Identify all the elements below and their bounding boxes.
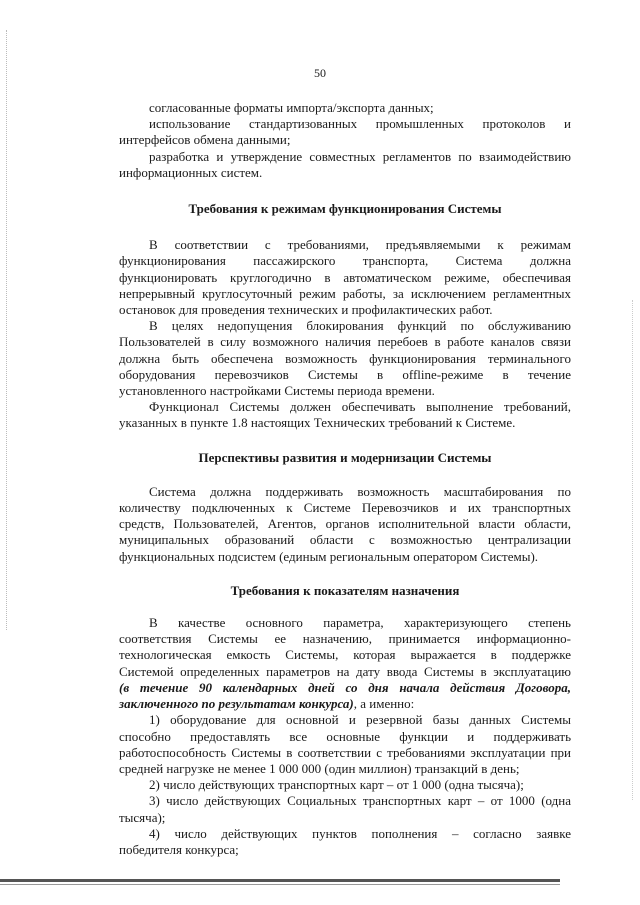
page-number: 50 xyxy=(314,66,326,80)
paragraph-line: оборудования перевозчиков Системы в offline-режиме в течение xyxy=(119,366,571,382)
scan-bottom-edge-thin xyxy=(0,884,560,885)
scan-edge-artifact xyxy=(6,30,8,630)
paragraph-line: средств, Пользователей, Агентов, органов исполнительной власти области, xyxy=(119,516,571,532)
paragraph-line: победителя конкурса; xyxy=(119,841,239,857)
paragraph-line: В соответствии с требованиями, предъявляемыми к режимам xyxy=(149,237,571,253)
paragraph-line: В целях недопущения блокирования функций по обслуживанию xyxy=(149,318,571,334)
paragraph-line: Система должна поддерживать возможность масштабирования по xyxy=(149,483,571,499)
list-item: 3) число действующих Социальных транспортных карт – от 1000 (одна xyxy=(149,793,571,809)
paragraph-line: согласованные форматы импорта/экспорта данных; xyxy=(149,100,434,115)
paragraph-tail: , а именно: xyxy=(353,696,415,712)
paragraph-line: использование стандартизованных промышленных протоколов и xyxy=(149,116,571,132)
section-heading: Требования к показателям назначения xyxy=(230,582,460,598)
paragraph-line: тысяча); xyxy=(119,809,166,825)
list-item: 2) число действующих транспортных карт – от 1 000 (одна тысяча); xyxy=(149,777,524,793)
paragraph-line: функционирования пассажирского транспорта, Система должна xyxy=(119,253,571,269)
paragraph-line: непрерывный круглосуточный режим работы, за исключением регламентных xyxy=(119,285,571,301)
paragraph-line: Системой определенных параметров на дату ввода Системы в эксплуатацию xyxy=(119,663,571,679)
paragraph-line: должна быть обеспечена возможность функционирования терминального xyxy=(119,350,571,366)
paragraph-line: муниципальных образований области с возможностью централизации xyxy=(119,532,571,548)
scan-edge-artifact-right xyxy=(632,300,634,800)
paragraph-line: средней нагрузке не менее 1 000 000 (один миллион) транзакций в день; xyxy=(119,760,520,776)
paragraph-line: работоспособность Системы в соответствии с требованиями эксплуатации при xyxy=(119,744,571,760)
emphasized-line: (в течение 90 календарных дней со дня начала действия Договора, xyxy=(119,679,571,695)
paragraph-line: функциональных подсистем (единым региональным оператором Системы). xyxy=(119,548,539,564)
paragraph-line: разработка и утверждение совместных регламентов по взаимодействию xyxy=(149,148,571,164)
paragraph-line: Функционал Системы должен обеспечивать выполнение требований, xyxy=(149,399,571,415)
emphasized-text: заключенного по результатам конкурса) xyxy=(119,696,354,712)
paragraph-line: соответствия Системы ее назначению, принимается информационно- xyxy=(119,631,571,647)
paragraph-line: установленного настройками Системы периода времени. xyxy=(119,383,435,399)
paragraph-line: В качестве основного параметра, характеризующего степень xyxy=(149,615,571,631)
section-heading: Требования к режимам функционирования Системы xyxy=(188,201,502,217)
list-item: 1) оборудование для основной и резервной базы данных Системы xyxy=(149,712,571,728)
paragraph-line: интерфейсов обмена данными; xyxy=(119,132,291,148)
section-heading: Перспективы развития и модернизации Системы xyxy=(198,449,492,465)
paragraph-line: указанных в пункте 1.8 настоящих Технических требований к Системе. xyxy=(119,415,516,431)
paragraph-line: способно предоставлять все основные функции и поддерживать xyxy=(119,728,571,744)
paragraph-line: информационных систем. xyxy=(119,164,263,180)
paragraph-line: технологическая емкость Системы, которая выражается в поддержке xyxy=(119,647,571,663)
paragraph-line: количеству подключенных к Системе Перевозчиков и их транспортных xyxy=(119,500,571,516)
paragraph-line: остановок для проведения технических и профилактических работ. xyxy=(119,302,493,318)
paragraph-line xyxy=(119,696,571,712)
list-item: 4) число действующих пунктов пополнения – согласно заявке xyxy=(149,825,571,841)
paragraph-line: функционировать круглогодично в автоматическом режиме, обеспечивая xyxy=(119,269,571,285)
scan-bottom-edge xyxy=(0,879,560,882)
paragraph-line: Пользователей в силу возможного наличия перебоев в работе каналов связи xyxy=(119,334,571,350)
document-body xyxy=(119,100,571,858)
